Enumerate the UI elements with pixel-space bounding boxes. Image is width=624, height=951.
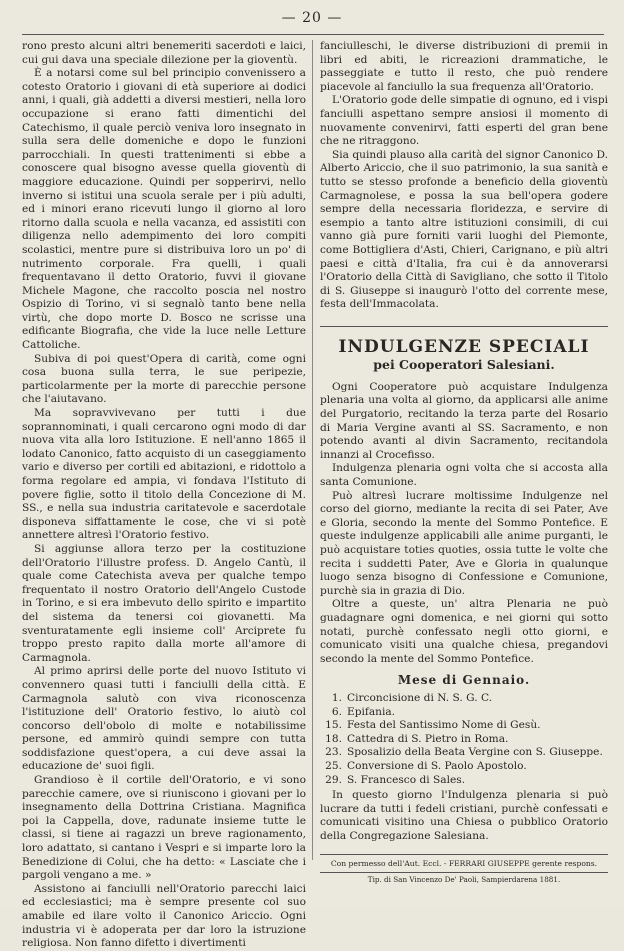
feast-item <box>320 733 608 747</box>
page-number: — 20 — <box>281 10 343 26</box>
left-paragraph: Grandioso è il cortile dell'Oratorio, e vi sono parecchie camere, ove si riuniscono i giovani per lo insegnamento della Dottrina Cristiana. Magnifica poi la Cappella, dove, radunate insieme tutte le classi, si tiene ai ragazzi un breve ragionamento, loro adattato, si cantano i Vespri e si imparte loro la Benedizione di Colui, che ha detto: « Lasciate che i pargoli vengano a me. » <box>22 774 306 882</box>
left-paragraph: Si aggiunse allora terzo per la costituzione dell'Oratorio l'illustre profess. D. Angelo Cantù, il quale come Catechista aveva per qualche tempo frequentato il nostro Oratorio dell'Angelo Custode in Torino, e si era imbevuto dello spirito e impartito del sistema da tenersi coi giovanetti. Ma sventuratamente egli insieme coll' Arciprete fu troppo presto rapito dalla morte all'amore di Carmagnola. <box>22 542 306 664</box>
left-paragraph: Ma sopravvivevano per tutti i due soprannominati, i quali cercarono ogni modo di dar nuova vita alla loro Istituzione. E nell'anno 1865 il lodato Canonico, fatto acquisto di un caseggiamento vario e diverso per cortili ed abitazioni, e ridottolo a forma regolare ed ampia, vi fondava l'Istituto di povere figlie, sotto il titolo della Concezione di M. SS., e nella sua industria caritatevole e sacerdotale disponeva siffattamente le cose, che vi si potè annettere altresì l'Oratorio festivo. <box>22 407 306 542</box>
indulgences-subtitle: pei Cooperatori Salesiani. <box>373 356 555 372</box>
left-paragraph: È a notarsi come sul bel principio convenissero a cotesto Oratorio i giovani di età superiore ai dodici anni, i quali, già addetti a diversi mestieri, nella loro occupazione si erano fatti dimentichi del Catechismo, il quale perciò veniva loro insegnato in sulla sera delle domeniche e dopo le funzioni parrocchiali. In questi trattenimenti si ebbe a conoscere qual bisogno avesse quella gioventù di maggiore educazione. Quindi per sopperirvi, nello inverno si istitui una scuola serale per i più adulti, ed i minori erano ricevuti lungo il giorno al loro ritorno dalla scuola e nella vacanza, ed assistiti con diligenza nello adempimento dei loro compiti scolastici, mentre pure si distribuiva loro un po' di nutrimento corporale. Fra quelli, i quali frequentavano il detto Oratorio, fuvvi il giovane Michele Magone, che raccolto poscia nel nostro Ospizio di Torino, vi si segnalò tanto bene nella virtù, che dopo morte D. Bosco ne scrisse una edificante Biografia, che vide la luce nelle Letture Cattoliche. <box>22 67 306 352</box>
left-paragraph: Al primo aprirsi delle porte del nuovo Istituto vi convennero quasi tutti i fanciulli della città. E Carmagnola salutò con viva riconoscenza l'istituzione dell' Oratorio festivo, lo aiutò col concorso dell'obolo di molte e notabilissime persone, ed ammirò quindi sempre con tutta soddisfazione quest'opera, a cui deve assai la educazione de' suoi figli. <box>22 665 306 773</box>
printer-line: Tip. di San Vincenzo De' Paoli, Sampierdarena 1881. <box>367 875 561 884</box>
section-rule <box>320 326 608 327</box>
indulgence-paragraph: Oltre a queste, un' altra Plenaria ne può guadagnare ogni domenica, e nei giorni qui sotto notati, purchè confessato negli otto giorni, e comunicato visiti una qualche chiesa, pregandovi secondo la mente del Sommo Pontefice. <box>320 598 608 665</box>
feast-day: 25. <box>325 759 342 772</box>
left-paragraph: Assistono ai fanciulli nell'Oratorio parecchi laici ed ecclesiastici; ma è sempre presente col suo amabile ed ilare volto il Canonico Ariccio. Ogni industria vi è adoperata per dar loro la istruzione religiosa. Non fanno difetto i divertimenti <box>22 882 306 950</box>
right-paragraph: Sia quindi plauso alla carità del signor Canonico D. Alberto Ariccio, che il suo patrimonio, la sua sanità e tutto se stesso profonde a beneficio della gioventù Carmagnolese, e possa la sua bell'opera godere sempre della necessaria floridezza, e servire di esempio a tanto altre istituzioni consimili, di cui vanno già pure forniti varii luoghi del Piemonte, come Bottigliera d'Asti, Chieri, Carignano, e più altri paesi e città d'Italia, fra cui è da annoverarsi l'Oratorio della Città di Savigliano, che sotto il Titolo di S. Giuseppe si inaugurò l'otto del corrente mese, festa dell'Immacolata. <box>320 148 608 311</box>
right-column <box>320 40 608 855</box>
feast-name: Sposalizio della Beata Vergine con S. Giuseppe. <box>347 746 603 759</box>
feast-day: 23. <box>325 746 342 759</box>
feast-day: 15. <box>325 719 342 732</box>
header-rule <box>22 34 604 35</box>
left-column <box>22 40 306 951</box>
footer-rule <box>320 872 608 873</box>
feast-day: 6. <box>331 705 342 718</box>
left-paragraph: Subiva di poi quest'Opera di carità, come ogni cosa buona sulla terra, le sue peripezie, particolarmente per la morte di parecchie persone che l'aiutavano. <box>22 352 306 406</box>
feast-item <box>320 746 608 760</box>
feast-name: Cattedra di S. Pietro in Roma. <box>347 732 509 745</box>
feast-day: 1. <box>331 691 342 704</box>
footer <box>320 854 608 885</box>
feast-name: S. Francesco di Sales. <box>347 773 466 786</box>
feast-item <box>320 692 608 706</box>
month-title: Mese di Gennaio. <box>397 673 531 688</box>
right-paragraph: L'Oratorio gode delle simpatie di ognuno, ed i vispi fanciulli aspettano sempre ansiosi il momento di nuovamente convenirvi, fatti esperti del gran bene che ne ritraggono. <box>320 94 608 148</box>
indulgence-paragraph: Indulgenza plenaria ogni volta che si accosta alla santa Comunione. <box>320 462 608 489</box>
footer-rule <box>320 854 608 855</box>
column-divider <box>312 40 313 860</box>
indulgence-paragraph: Ogni Cooperatore può acquistare Indulgenza plenaria una volta al giorno, da applicarsi alle anime del Purgatorio, recitando la terza parte del Rosario di Maria Vergine avanti al SS. Sacramento, e non potendo avanti al divin Sacramento, recitandola innanzi al Crocefisso. <box>320 380 608 461</box>
feast-item <box>320 706 608 720</box>
left-paragraph: rono presto alcuni altri benemeriti sacerdoti e laici, cui gui dava una speciale dilezione per la gioventù. <box>22 40 306 66</box>
permission-line: Con permesso dell'Aut. Eccl. - FERRARI GIUSEPPE gerente respons. <box>330 859 598 868</box>
indulgence-paragraph: Può altresì lucrare moltissime Indulgenze nel corso del giorno, mediante la recita di sei Pater, Ave e Gloria, secondo la mente del Sommo Pontefice. E queste indulgenze applicabili alle anime purganti, le può acquistare toties quoties, ossia tutte le volte che recita i suddetti Pater, Ave e Gloria in qualunque luogo senza bisogno di Confessione e Comunione, purchè sia in grazia di Dio. <box>320 489 608 597</box>
feast-name: Circoncisione di N. S. G. C. <box>347 691 493 704</box>
indulgences-title: INDULGENZE SPECIALI <box>338 336 590 357</box>
feast-name: Conversione di S. Paolo Apostolo. <box>347 759 527 772</box>
feast-name: Festa del Santissimo Nome di Gesù. <box>347 719 541 732</box>
feast-item <box>320 719 608 733</box>
feast-name: Epifania. <box>347 705 396 718</box>
feast-day: 18. <box>325 732 342 745</box>
feast-item <box>320 774 608 788</box>
right-paragraph: fanciulleschi, le diverse distribuzioni di premii in libri ed abiti, le ricreazioni drammatiche, le passeggiate e tutto il resto, che può rendere piacevole al fanciullo la sua frequenza all'Oratorio. <box>320 40 608 93</box>
indulgence-closing: In questo giorno l'Indulgenza plenaria si può lucrare da tutti i fedeli cristiani, purchè confessati e comunicati visitino una Chiesa o pubblico Oratorio della Congregazione Salesiana. <box>320 789 608 842</box>
feast-day: 29. <box>325 773 342 786</box>
feast-item <box>320 760 608 774</box>
feast-list <box>320 692 608 787</box>
